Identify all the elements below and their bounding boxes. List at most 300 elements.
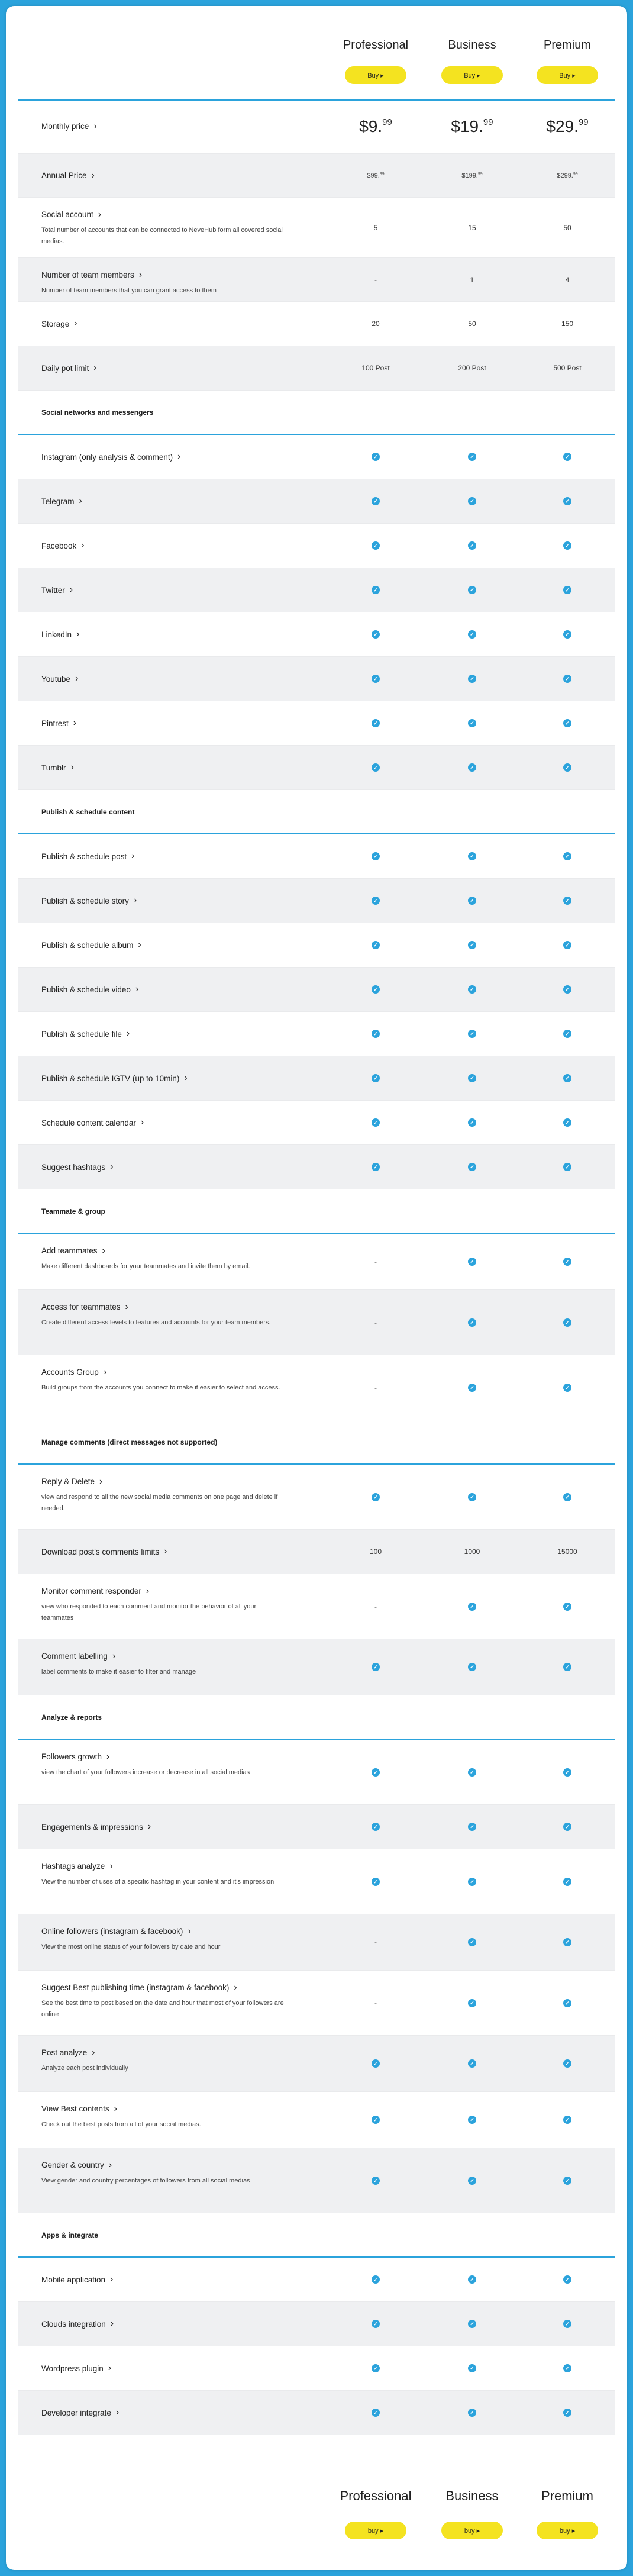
table-row	[18, 657, 615, 701]
feature-label: Add teammates	[41, 1246, 98, 1255]
plan-cell	[325, 1740, 426, 1804]
plan-cell	[325, 568, 426, 612]
row-label	[41, 1246, 302, 1272]
check-icon: ✓	[468, 2177, 476, 2185]
plan-cell	[422, 2391, 522, 2435]
feature-label: Publish & schedule video	[41, 985, 131, 994]
buy-professional-button[interactable]: buy ▸	[345, 2522, 406, 2539]
feature-name[interactable]	[41, 1118, 144, 1127]
feature-name[interactable]	[41, 1246, 105, 1256]
row-label	[41, 1029, 302, 1040]
plan-cell	[517, 2258, 618, 2301]
feature-name[interactable]	[41, 1477, 102, 1487]
feature-name[interactable]	[41, 763, 74, 772]
row-label	[41, 2408, 302, 2419]
chevron-right-icon: ›	[126, 1029, 130, 1039]
row-label	[41, 1547, 302, 1558]
plan-cell	[325, 746, 426, 789]
feature-name[interactable]	[41, 2408, 119, 2417]
plan-cell	[517, 2391, 618, 2435]
table-row	[18, 1530, 615, 1574]
row-label	[41, 363, 302, 374]
plan-cell	[325, 1355, 426, 1420]
feature-label: Comment labelling	[41, 1652, 108, 1661]
check-icon: ✓	[468, 985, 476, 994]
plan-cell	[325, 1234, 426, 1289]
row-label	[41, 852, 302, 862]
feature-name[interactable]	[41, 940, 141, 950]
plan-cell	[517, 1012, 618, 1056]
cell-value: 1000	[464, 1547, 480, 1556]
table-row	[18, 1971, 615, 2036]
price-int: 29.	[555, 117, 579, 136]
row-label	[41, 2364, 302, 2374]
chevron-right-icon: ›	[112, 1650, 116, 1661]
feature-label: Social account	[41, 210, 93, 219]
plan-name: Business	[445, 2488, 499, 2503]
plan-cell	[517, 1849, 618, 1914]
feature-name[interactable]	[41, 2275, 113, 2284]
chevron-right-icon: ›	[125, 1301, 128, 1312]
feature-name[interactable]	[41, 2364, 111, 2373]
comparison-table	[18, 99, 615, 2435]
chevron-right-icon: ›	[108, 2159, 112, 2170]
price-int: 199.	[465, 172, 478, 179]
buy-professional-button[interactable]: Buy ▸	[345, 66, 406, 84]
cell-value: 5	[373, 223, 378, 232]
feature-label: Telegram	[41, 496, 75, 506]
plan-name: Premium	[541, 2488, 593, 2503]
check-icon: ✓	[563, 1999, 571, 2007]
chevron-right-icon: ›	[188, 1926, 191, 1936]
feature-label: Publish & schedule IGTV (up to 10min)	[41, 1073, 180, 1083]
check-icon: ✓	[468, 719, 476, 727]
check-icon: ✓	[563, 1878, 571, 1886]
check-icon: ✓	[372, 2275, 380, 2284]
check-icon: ✓	[563, 852, 571, 860]
feature-name[interactable]	[41, 1162, 113, 1172]
price-value	[451, 117, 493, 136]
table-row	[18, 479, 615, 524]
cell-value: 15	[468, 223, 476, 232]
plan-cell	[325, 1971, 426, 2035]
feature-name[interactable]	[41, 630, 79, 639]
check-icon: ✓	[468, 541, 476, 550]
row-label	[41, 1302, 302, 1329]
plan-cell	[517, 1740, 618, 1804]
section-title: Teammate & group	[41, 1207, 105, 1216]
price-int: 9.	[368, 117, 383, 136]
feature-name[interactable]	[41, 1822, 151, 1832]
feature-label: Suggest hashtags	[41, 1162, 106, 1172]
feature-description: label comments to make it easier to filter and manage	[41, 1668, 196, 1675]
monthly-price	[422, 99, 522, 153]
plan-cell	[325, 1465, 426, 1529]
check-icon: ✓	[468, 941, 476, 949]
check-icon: ✓	[468, 2320, 476, 2328]
plan-cell	[325, 1849, 426, 1914]
section-header	[18, 790, 615, 834]
chevron-right-icon: ›	[140, 1117, 144, 1127]
feature-label: Developer integrate	[41, 2408, 111, 2417]
plan-cell	[517, 1805, 618, 1849]
feature-label: View Best contents	[41, 2104, 109, 2113]
chevron-right-icon: ›	[133, 895, 137, 905]
feature-name[interactable]	[41, 122, 97, 131]
plan-cell	[517, 879, 618, 923]
table-row	[18, 923, 615, 968]
feature-name[interactable]	[41, 2048, 95, 2058]
plan-cell	[422, 1849, 522, 1914]
plan-cell	[422, 1101, 522, 1144]
table-row	[18, 1465, 615, 1530]
check-icon: ✓	[563, 1768, 571, 1777]
table-row	[18, 1290, 615, 1355]
feature-label: Reply & Delete	[41, 1477, 95, 1486]
plan-cell	[325, 258, 426, 301]
plan-cell	[517, 1530, 618, 1574]
plan-cell	[517, 1355, 618, 1420]
feature-label: Schedule content calendar	[41, 1118, 136, 1127]
feature-name[interactable]	[41, 1652, 115, 1661]
table-row	[18, 258, 615, 302]
chevron-right-icon: ›	[93, 363, 97, 373]
feature-description: Total number of accounts that can be connected to NeveHub form all covered social medias.	[41, 227, 283, 245]
plan-cell	[422, 346, 522, 390]
feature-name[interactable]	[41, 896, 137, 905]
check-icon: ✓	[372, 941, 380, 949]
row-label	[41, 1162, 302, 1173]
plan-cell	[325, 1914, 426, 1970]
plan-cell	[325, 479, 426, 523]
check-icon: ✓	[563, 675, 571, 683]
plan-cell	[517, 258, 618, 301]
check-icon: ✓	[468, 675, 476, 683]
plan-professional	[325, 38, 426, 84]
feature-label: Suggest Best publishing time (instagram & facebook)	[41, 1983, 230, 1992]
check-icon: ✓	[563, 497, 571, 505]
plan-cell	[325, 346, 426, 390]
feature-name[interactable]	[41, 2104, 117, 2114]
check-icon: ✓	[563, 1938, 571, 1946]
check-icon: ✓	[563, 630, 571, 639]
feature-name[interactable]	[41, 718, 76, 728]
plan-cell	[325, 524, 426, 568]
chevron-right-icon: ›	[69, 585, 73, 595]
feature-name[interactable]	[41, 1073, 188, 1083]
buy-premium-button[interactable]: Buy ▸	[537, 66, 598, 84]
plan-cell	[422, 1971, 522, 2035]
cell-value: -	[374, 1938, 377, 1946]
price-currency: $	[359, 117, 369, 136]
check-icon: ✓	[468, 897, 476, 905]
plan-cell	[422, 435, 522, 479]
feature-name[interactable]	[41, 1302, 128, 1312]
plan-cell	[422, 479, 522, 523]
feature-label: Publish & schedule album	[41, 940, 134, 950]
plan-cell	[325, 1056, 426, 1100]
plan-cell	[517, 1914, 618, 1970]
feature-name[interactable]	[41, 2161, 112, 2170]
table-row	[18, 435, 615, 479]
check-icon: ✓	[468, 2059, 476, 2068]
feature-description: View gender and country percentages of followers from all social medias	[41, 2177, 250, 2184]
table-row	[18, 1012, 615, 1056]
plan-cell	[325, 1101, 426, 1144]
plan-cell	[325, 968, 426, 1011]
plan-cell	[422, 2302, 522, 2346]
plan-cell	[517, 746, 618, 789]
table-row	[18, 2148, 615, 2213]
check-icon: ✓	[372, 852, 380, 860]
feature-label: Youtube	[41, 674, 71, 684]
check-icon: ✓	[563, 941, 571, 949]
plan-cell	[325, 2391, 426, 2435]
check-icon: ✓	[563, 1384, 571, 1392]
chevron-right-icon: ›	[177, 452, 181, 462]
plan-cell	[422, 834, 522, 878]
plan-name: Business	[448, 38, 496, 51]
monthly-price	[517, 99, 618, 153]
plan-name: Professional	[343, 38, 409, 51]
cell-value: 200 Post	[458, 364, 486, 372]
row-label	[41, 2104, 302, 2130]
feature-label: Gender & country	[41, 2161, 104, 2169]
table-row	[18, 1639, 615, 1695]
plan-cell	[325, 2346, 426, 2390]
price-decimal: 99	[578, 117, 589, 127]
feature-label: Publish & schedule file	[41, 1029, 122, 1039]
plan-premium	[517, 38, 618, 84]
feature-name[interactable]	[41, 270, 142, 280]
feature-name[interactable]	[41, 1368, 106, 1377]
feature-description: Number of team members that you can grant access to them	[41, 287, 217, 294]
chevron-right-icon: ›	[234, 1982, 237, 1993]
row-label	[41, 1861, 302, 1888]
plan-cell	[517, 1574, 618, 1639]
check-icon: ✓	[563, 2364, 571, 2372]
feature-name[interactable]	[41, 452, 180, 462]
table-row	[18, 2036, 615, 2092]
feature-name[interactable]	[41, 496, 82, 506]
feature-label: Twitter	[41, 585, 65, 595]
buy-business-button[interactable]: buy ▸	[441, 2522, 503, 2539]
plan-cell	[422, 1740, 522, 1804]
section-title: Social networks and messengers	[41, 408, 154, 417]
feature-name[interactable]	[41, 674, 78, 684]
cell-value: 100	[369, 1547, 382, 1556]
check-icon: ✓	[563, 1823, 571, 1831]
feature-name[interactable]	[41, 852, 134, 861]
plan-cell	[422, 746, 522, 789]
price-value	[546, 117, 588, 136]
check-icon: ✓	[372, 2320, 380, 2328]
feature-name[interactable]	[41, 210, 101, 220]
check-icon: ✓	[563, 1603, 571, 1611]
plan-cell	[517, 923, 618, 967]
check-icon: ✓	[468, 1603, 476, 1611]
section-header	[18, 1189, 615, 1234]
feature-name[interactable]	[41, 319, 77, 328]
feature-name[interactable]	[41, 541, 85, 550]
chevron-right-icon: ›	[98, 209, 102, 220]
table-row	[18, 1056, 615, 1101]
feature-description: Make different dashboards for your teammates and invite them by email.	[41, 1263, 250, 1270]
check-icon: ✓	[372, 1074, 380, 1082]
plan-cell	[422, 2036, 522, 2091]
plan-cell	[422, 302, 522, 346]
check-icon: ✓	[468, 1384, 476, 1392]
plan-cell	[517, 1056, 618, 1100]
feature-label: Tumblr	[41, 763, 66, 772]
cell-value: 4	[565, 275, 570, 284]
feature-label: Annual Price	[41, 171, 87, 180]
row-label	[41, 940, 302, 951]
feature-description: View the most online status of your followers by date and hour	[41, 1943, 221, 1950]
plan-cell	[517, 1234, 618, 1289]
price-currency: $	[546, 117, 556, 136]
chevron-right-icon: ›	[138, 940, 141, 950]
row-label	[41, 452, 302, 463]
table-row	[18, 2302, 615, 2346]
check-icon: ✓	[468, 1163, 476, 1171]
plan-cell	[517, 198, 618, 257]
plan-cell	[422, 568, 522, 612]
check-icon: ✓	[468, 1030, 476, 1038]
table-row	[18, 2258, 615, 2302]
chevron-right-icon: ›	[115, 2407, 120, 2417]
feature-name[interactable]	[41, 1983, 237, 1993]
check-icon: ✓	[563, 1163, 571, 1171]
chevron-right-icon: ›	[103, 1366, 107, 1377]
row-label	[41, 1367, 302, 1394]
row-label	[41, 1822, 302, 1833]
check-icon: ✓	[372, 2364, 380, 2372]
plan-cell	[422, 879, 522, 923]
pricing-card	[6, 6, 627, 2570]
row-label	[41, 2160, 302, 2187]
section-title: Manage comments (direct messages not supported)	[41, 1438, 218, 1446]
plan-cell	[422, 2258, 522, 2301]
feature-name[interactable]	[41, 985, 138, 994]
feature-name[interactable]	[41, 1752, 109, 1762]
check-icon: ✓	[563, 1318, 571, 1327]
check-icon: ✓	[468, 1663, 476, 1671]
cell-value: 150	[561, 320, 574, 328]
check-icon: ✓	[372, 630, 380, 639]
plan-cell	[517, 346, 618, 390]
price-value	[461, 172, 482, 179]
table-row	[18, 746, 615, 790]
check-icon: ✓	[372, 985, 380, 994]
price-currency: $	[367, 172, 371, 179]
plan-cell	[517, 1290, 618, 1355]
plan-cell	[422, 2092, 522, 2148]
check-icon: ✓	[563, 2116, 571, 2124]
row-label	[41, 2275, 302, 2285]
cell-value: 50	[563, 223, 571, 232]
row-label	[41, 585, 302, 596]
feature-description: See the best time to post based on the date and hour that most of your followers are online	[41, 2000, 284, 2018]
feature-description: View the number of uses of a specific hashtag in your content and it's impression	[41, 1878, 274, 1885]
feature-name[interactable]	[41, 1029, 130, 1039]
plan-cell	[325, 2302, 426, 2346]
plan-cell	[422, 1145, 522, 1189]
price-decimal: 99	[477, 172, 483, 176]
chevron-right-icon: ›	[184, 1073, 188, 1083]
price-value	[367, 172, 384, 179]
cell-value: 100 Post	[361, 364, 390, 372]
feature-name[interactable]	[41, 1862, 113, 1871]
plan-cell	[517, 2302, 618, 2346]
feature-label: Wordpress plugin	[41, 2364, 104, 2373]
plan-cell	[325, 1290, 426, 1355]
table-row	[18, 1145, 615, 1189]
plan-business	[422, 2488, 522, 2539]
check-icon: ✓	[563, 453, 571, 461]
plan-cell	[422, 1574, 522, 1639]
feature-label: Clouds integration	[41, 2319, 106, 2329]
cell-value: 50	[468, 320, 476, 328]
plan-cell	[325, 1145, 426, 1189]
row-label	[41, 674, 302, 685]
feature-name[interactable]	[41, 585, 73, 595]
feature-name[interactable]	[41, 1927, 191, 1936]
price-currency: $	[461, 172, 466, 179]
buy-premium-button[interactable]: buy ▸	[537, 2522, 598, 2539]
table-row	[18, 1740, 615, 1805]
feature-label: Number of team members	[41, 270, 134, 279]
check-icon: ✓	[563, 897, 571, 905]
plan-cell	[422, 1056, 522, 1100]
feature-name[interactable]	[41, 171, 95, 180]
price-decimal: 99	[573, 172, 578, 176]
cell-value: -	[374, 275, 377, 284]
check-icon: ✓	[563, 2409, 571, 2417]
plan-cell	[422, 612, 522, 656]
plan-cell	[422, 657, 522, 701]
chevron-right-icon: ›	[70, 762, 74, 772]
table-row	[18, 524, 615, 568]
feature-name[interactable]	[41, 2319, 114, 2329]
row-label	[41, 1476, 302, 1514]
feature-label: Storage	[41, 319, 70, 328]
chevron-right-icon: ›	[106, 1751, 110, 1762]
feature-label: Daily pot limit	[41, 363, 89, 373]
row-label	[41, 209, 302, 247]
check-icon: ✓	[372, 2177, 380, 2185]
check-icon: ✓	[468, 2409, 476, 2417]
price-decimal: 99	[483, 117, 493, 127]
feature-name[interactable]	[41, 1587, 149, 1596]
plan-cell	[422, 968, 522, 1011]
buy-business-button[interactable]: Buy ▸	[441, 66, 503, 84]
chevron-right-icon: ›	[91, 170, 95, 180]
table-row	[18, 2092, 615, 2148]
table-row	[18, 2346, 615, 2391]
feature-label: Followers growth	[41, 1752, 102, 1761]
plan-cell	[422, 258, 522, 301]
price-value	[359, 117, 392, 136]
feature-description: Build groups from the accounts you connect to make it easier to select and access.	[41, 1384, 280, 1391]
plan-cell	[325, 1530, 426, 1574]
section-title: Apps & integrate	[41, 2231, 99, 2239]
feature-name[interactable]	[41, 1547, 167, 1556]
feature-label: Hashtags analyze	[41, 1862, 105, 1871]
plan-cell	[325, 834, 426, 878]
feature-name[interactable]	[41, 363, 97, 373]
check-icon: ✓	[468, 1074, 476, 1082]
